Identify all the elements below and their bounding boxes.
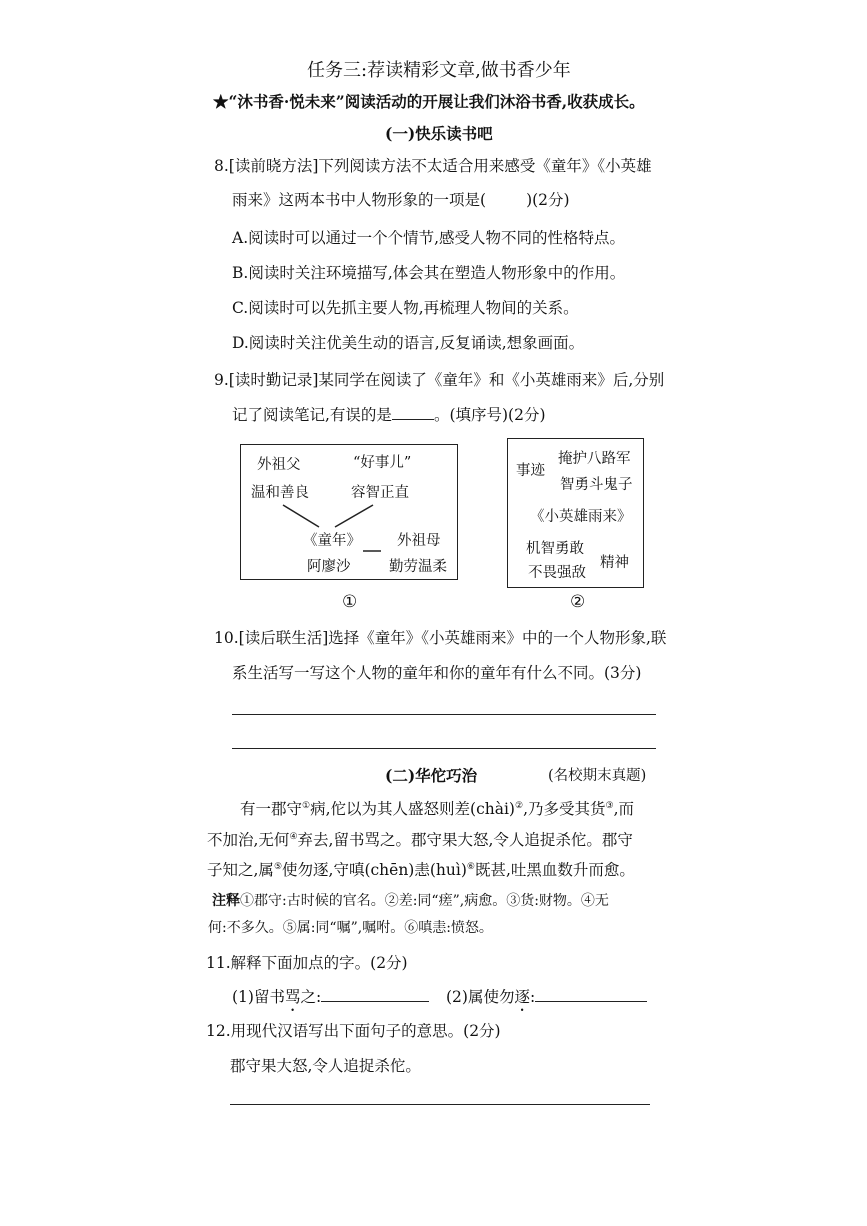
q11-item1-dotted-char: 骂 [284, 988, 301, 1006]
q11-item2-pre: (2)属使勿 [446, 988, 515, 1006]
section2-title: (二)华佗巧治 [385, 766, 478, 785]
q8-option-c[interactable]: C.阅读时可以先抓主要人物,再梳理人物间的关系。 [232, 299, 579, 317]
note1-hero: 阿廖沙 [307, 559, 351, 575]
note1-book: 《童年》 [303, 533, 361, 549]
footnote-marker: ③ [605, 800, 614, 811]
footnote-marker: ④ [289, 831, 298, 842]
passage-text: 既甚,吐黑血数升而愈。 [474, 861, 635, 879]
note1-grandma: 外祖母 [397, 533, 441, 549]
notes-label: 注释 [212, 893, 240, 909]
note2-deed2: 智勇斗鬼子 [560, 477, 633, 493]
q8-stem-line2-b: )(2分) [526, 191, 570, 209]
q10-stem-line2: 系生活写一写这个人物的童年和你的童年有什么不同。(3分) [232, 664, 642, 682]
passage-line-2 [207, 828, 633, 850]
q12-title: 12.用现代汉语写出下面句子的意思。(2分) [206, 1022, 501, 1040]
note1-grandma-trait: 勤劳温柔 [389, 559, 447, 575]
passage-text: 子知之,属 [207, 861, 274, 879]
q11-item1-answer-blank[interactable] [321, 987, 429, 1002]
reading-note-2 [507, 438, 644, 588]
q9-stem-line2-b: 。(填序号)(2分) [433, 406, 546, 424]
q12-answer-line[interactable] [230, 1104, 650, 1105]
note1-grandpa-trait: 温和善良 [251, 485, 309, 501]
task-title: 任务三:荐读精彩文章,做书香少年 [307, 60, 571, 81]
footnote-marker: ② [514, 800, 524, 811]
q11-item2-answer-blank[interactable] [535, 987, 647, 1002]
section2-tag: (名校期末真题) [548, 768, 647, 784]
q8-stem-line2-a: 雨来》这两本书中人物形象的一项是( [232, 191, 487, 209]
q9-answer-blank[interactable] [392, 405, 434, 420]
passage-text: 不加治,无何 [207, 831, 290, 849]
note2-label: ② [570, 592, 586, 612]
q10-stem-line1: 10.[读后联生活]选择《童年》《小英雄雨来》中的一个人物形象,联 [214, 629, 667, 647]
passage-text: 有一郡守 [240, 800, 303, 818]
note1-label: ① [342, 592, 358, 612]
q8-option-d[interactable]: D.阅读时关注优美生动的语言,反复诵读,想象画面。 [232, 334, 585, 352]
footnote-marker: ① [302, 800, 311, 811]
passage-text: 弃去,留书骂之。郡守果大怒,令人追捉杀佗。郡守 [297, 831, 633, 849]
note2-deeds-label: 事迹 [516, 463, 545, 479]
q8-stem-line2 [232, 188, 570, 210]
q8-option-b[interactable]: B.阅读时关注环境描写,体会其在塑造人物形象中的作用。 [232, 264, 626, 282]
q11-item-1 [232, 985, 429, 1015]
note2-book: 《小英雄雨来》 [530, 509, 632, 525]
q12-sentence: 郡守果大怒,令人追捉杀佗。 [230, 1057, 421, 1075]
footnote-marker: ⑤ [273, 861, 283, 872]
q10-answer-line-1[interactable] [232, 714, 656, 715]
passage-text: 使勿逐,守嗔(chēn)恚(huì) [282, 861, 467, 879]
note1-grandpa: 外祖父 [257, 457, 301, 473]
passage-text: ,而 [613, 800, 635, 818]
q8-stem-line1: 8.[读前晓方法]下列阅读方法不太适合用来感受《童年》《小英雄 [214, 157, 652, 175]
section1-title: (一)快乐读书吧 [385, 124, 493, 143]
q11-title: 11.解释下面加点的字。(2分) [206, 954, 408, 972]
passage-text: ,乃多受其货 [523, 800, 606, 818]
footnote-marker: ⑥ [466, 861, 475, 872]
note2-spirit-label: 精神 [600, 555, 629, 571]
q8-option-a[interactable]: A.阅读时可以通过一个个情节,感受人物不同的性格特点。 [232, 229, 626, 247]
notes-text: ①郡守:古时候的官名。②差:同“瘥”,病愈。③货:财物。④无 [240, 893, 609, 909]
note2-trait2: 不畏强敌 [528, 565, 586, 581]
passage-text: 病,佗以为其人盛怒则差(chài) [310, 800, 515, 818]
q11-item-2 [446, 985, 647, 1015]
q11-item2-post: : [529, 988, 536, 1006]
notes-line-1 [212, 890, 609, 910]
q10-answer-line-2[interactable] [232, 748, 656, 749]
q11-item1-post: 之: [300, 988, 322, 1006]
note2-deed1: 掩护八路军 [558, 451, 631, 467]
q9-stem-line2-a: 记了阅读笔记,有误的是 [232, 406, 392, 424]
intro-text: ★“沐书香·悦未来”阅读活动的开展让我们沐浴书香,收获成长。 [213, 92, 645, 111]
reading-note-1 [240, 444, 458, 580]
q9-stem-line2 [232, 403, 546, 425]
q11-item2-dotted-char: 逐 [514, 988, 530, 1006]
q9-stem-line1: 9.[读时勤记录]某同学在阅读了《童年》和《小英雄雨来》后,分别 [214, 371, 665, 389]
passage-line-1 [240, 797, 634, 819]
note1-good-fellow-trait: 容智正直 [351, 485, 409, 501]
passage-line-3 [207, 858, 635, 880]
note2-trait1: 机智勇敢 [526, 541, 584, 557]
notes-line-2: 何:不多久。⑤属:同“嘱”,嘱咐。⑥嗔恚:愤怒。 [208, 920, 493, 936]
q11-item1-pre: (1)留书 [232, 988, 285, 1006]
note1-good-fellow: “好事儿” [353, 455, 412, 471]
